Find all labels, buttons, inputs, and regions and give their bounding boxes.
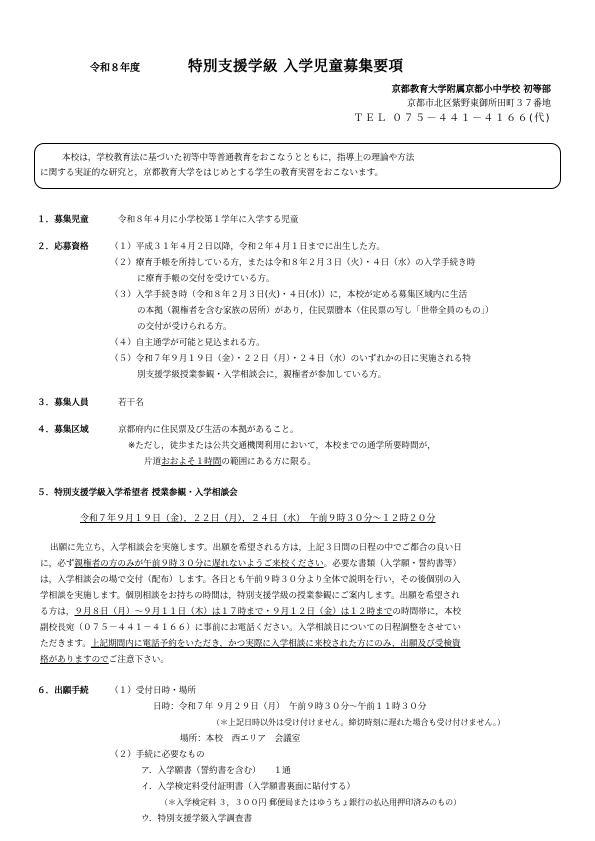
intro-line: 本校は，学校教育法に基づいた初等中等普通教育をおこなうとともに，指導上の理論や方法 <box>62 153 415 163</box>
paragraph-line: 副校長宛（０７５－４４１－４１６６）に事前にお電話ください。入学相談日についての日程調整をさせてい <box>40 623 461 633</box>
paragraph-line: 格がありますのでご注意下さい。 <box>40 655 169 665</box>
sub-heading: （１）受付日時・場所 <box>110 686 196 696</box>
paragraph-line: 学相談を実施します。個別相談をお持ちの時間は，特別支援学級の授業参観にご案内します。出願を希望され <box>40 591 460 601</box>
sub-heading: （２）手続に必要なもの <box>110 750 205 760</box>
list-item: （１）平成３１年４月２日以降，令和２年４月１日までに出生した方。 <box>110 242 386 252</box>
list-item: の交付が受けられる方。 <box>137 322 232 332</box>
section-heading-4: ４．募集区域 <box>37 425 89 435</box>
event-dates: 令和７年９月１９日（金），２２日（月），２４日（水） 午前９時３０分～１２時２０分 <box>80 514 436 524</box>
section-text: 若干名 <box>118 398 144 408</box>
school-address: 京都市北区紫野東御所田町３７番地 <box>406 99 551 109</box>
list-item: （５）令和７年９月１９日（金）・２２日（月）・２４日（水）のいずれかの日に実施される特 <box>110 354 471 364</box>
paragraph-line: 出願に先立ち，入学相談会を実施します。出願を希望される方は，上記３日間の日程の中でご都合の良い日 <box>50 543 462 553</box>
section-heading-1: １．募集児童 <box>37 215 89 225</box>
section-text: 令和８年４月に小学校第１学年に入学する児童 <box>118 215 299 225</box>
paragraph-line: る方は，９月８日（月）～９月１１日（木）は１７時まで・９月１２日（金）は１２時までの時間帯に，本校 <box>40 607 462 617</box>
list-item: （３）入学手続き時（令和８年２月３日(火)・４日(水)）に，本校が定める募集区域内に生活 <box>110 290 468 300</box>
section-note: 片道おおよそ１時間の範囲にある方に限る。 <box>144 457 316 467</box>
list-item: 別支援学級授業参観・入学相談会に，親権者が参加している方。 <box>137 370 387 380</box>
section-heading-5: ５．特別支援学級入学希望者 授業参観・入学相談会 <box>37 488 238 498</box>
intro-box <box>34 143 561 189</box>
fee-note: （＊入学検定料 ３，３００円 郵便局またはゆうちょ銀行の払込用押印済みのもの） <box>160 798 462 807</box>
list-item: ア．入学願書（誓約書を含む） １通 <box>141 766 291 776</box>
school-name: 京都教育大学附属京都小中学校 初等部 <box>391 84 551 95</box>
list-item: （４）自主通学が可能と見込まれる方。 <box>110 338 265 348</box>
school-tel: ＴＥＬ ０７５－４４１－４１６６(代) <box>353 113 551 124</box>
reception-note: （＊上記日時以外は受け付けません。締切時刻に遅れた場合も受け付けません。） <box>212 718 505 727</box>
section-heading-3: ３．募集人員 <box>37 398 89 408</box>
section-note: ※ただし，徒歩または公共交通機関利用において，本校までの通学所要時間が， <box>128 441 436 451</box>
reception-datetime: 日時：令和７年 ９月２９日（月） 午前９時３０分～午前１１時３０分 <box>153 702 427 712</box>
list-item: に療育手帳の交付を受けている方。 <box>137 274 275 284</box>
section-text: 京都府内に住民票及び生活の本拠があること。 <box>118 425 299 435</box>
list-item: （２）療育手帳を所持している方，または令和８年２月３日（火）・４日（水）の入学手続き時 <box>110 258 476 268</box>
section-heading-6: ６．出願手続 <box>37 686 89 696</box>
page-title: 特別支援学級 入学児童募集要項 <box>188 59 404 75</box>
intro-line: に関する実証的な研究と，京都教育大学をはじめとする学生の教育実習をおこないます。 <box>40 168 384 178</box>
paragraph-line: に，必ず親権者の方のみが午前９時３０分に遅れないようご来校ください。必要な書類（入学願・誓約書等） <box>40 559 462 569</box>
school-year: 令和８年度 <box>90 63 140 74</box>
list-item: の本拠（親権者を含む家族の居所）があり，住民票謄本（住民票の写し「世帯全員のもの」） <box>137 306 494 316</box>
paragraph-line: は，入学相談会の場で交付（配布）します。各日とも午前９時３０分より全体で説明を行い，その後個別の入 <box>40 575 461 585</box>
reception-place: 場所：本校 西エリア 会議室 <box>180 734 301 744</box>
section-heading-2: ２．応募資格 <box>37 242 89 252</box>
list-item: イ．入学検定料受付証明書（入学願書裏面に貼付する） <box>141 782 356 792</box>
list-item: ウ．特別支援学級入学調査書 <box>141 814 253 824</box>
paragraph-line: ただきます。上記期間内に電話予約をいただき，かつ実際に入学相談に来校された方にのみ，出願及び受検資 <box>40 639 461 649</box>
